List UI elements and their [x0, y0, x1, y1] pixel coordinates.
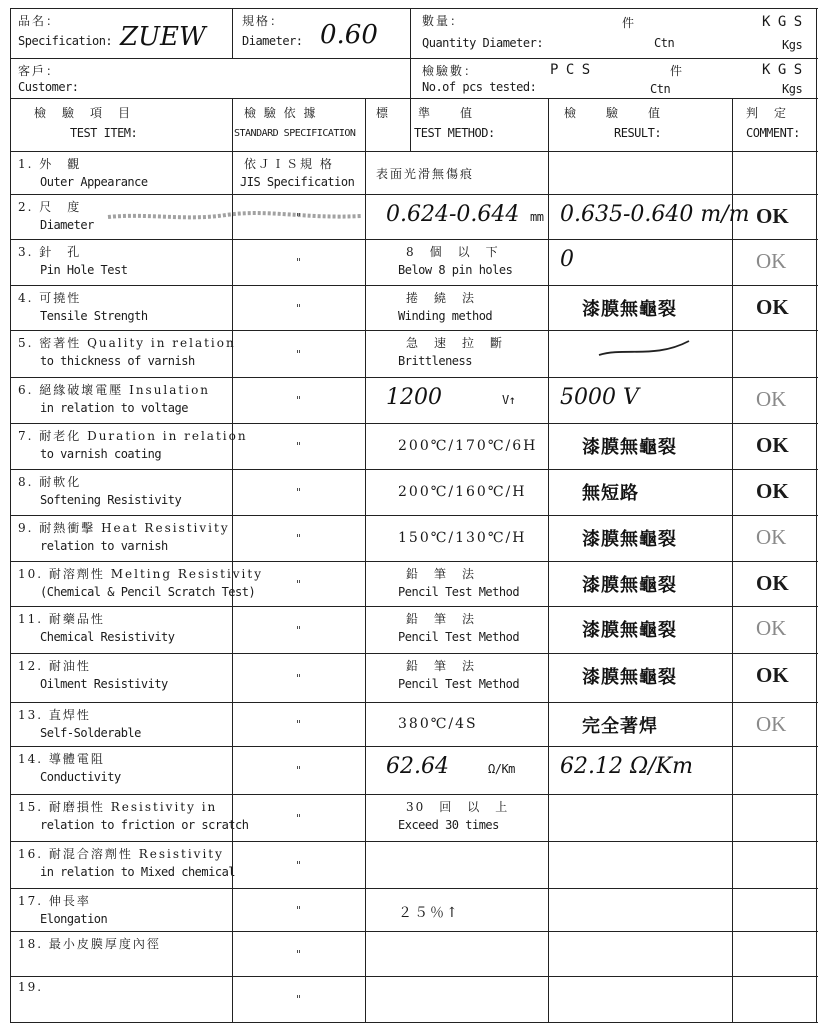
- row-standard-zh: 依ＪＩＳ規 格: [244, 157, 334, 171]
- diameter-label-zh: 規格：: [242, 14, 285, 28]
- row-method-en: Exceed 30 times: [398, 818, 499, 832]
- row-method-en: Pencil Test Method: [398, 677, 520, 691]
- row-item-zh: 13. 直焊性: [18, 708, 91, 722]
- row-standard-ditto: ": [296, 947, 302, 961]
- row-method-value: 0.624-0.644: [386, 202, 520, 227]
- unit-ctn: Ctn: [654, 36, 675, 50]
- row-result-value: 無短路: [582, 483, 639, 504]
- row-result-value: 62.12 Ω/Km: [560, 754, 693, 779]
- col-method-en: TEST METHOD:: [414, 126, 495, 140]
- row-method-zh: 鉛 筆 法: [406, 612, 477, 626]
- row-item-en: (Chemical & Pencil Scratch Test): [40, 585, 256, 599]
- row-method-value: 1200: [386, 385, 442, 410]
- unit-kgs: Kgs: [782, 38, 803, 52]
- unit-kgs-upper: K G S: [762, 14, 802, 30]
- col-method-zh: 標 準 值: [376, 106, 475, 120]
- col-standard-en: STANDARD SPECIFICATION: [234, 128, 356, 139]
- row-comment-ok: OK: [756, 525, 787, 549]
- row-item-zh: 11. 耐藥品性: [18, 612, 105, 626]
- row-item-zh: 3. 針 孔: [18, 245, 82, 259]
- row-method-text: 150℃/130℃/H: [398, 530, 527, 546]
- row-comment-ok: OK: [756, 295, 789, 319]
- row-standard-ditto: ": [296, 993, 302, 1006]
- row-item-zh: 10. 耐溶劑性 Melting Resistivity: [18, 567, 263, 581]
- row-result-value: 0: [560, 247, 574, 272]
- row-standard-ditto: ": [296, 440, 302, 453]
- row-item-en: relation to varnish: [40, 539, 168, 553]
- row-standard-en: JIS Specification: [240, 175, 355, 189]
- row-item-zh: 6. 絕緣破壞電壓 Insulation: [18, 383, 211, 397]
- row-standard-ditto: ": [296, 486, 302, 499]
- row-method-en: Winding method: [398, 309, 493, 323]
- row-item-en: Outer Appearance: [40, 175, 148, 189]
- col-result-zh: 檢 驗 值: [564, 106, 663, 120]
- row-method-text: 表面光滑無傷痕: [376, 166, 475, 181]
- row-item-en: Elongation: [40, 912, 108, 926]
- row-method-value: 62.64: [386, 754, 449, 779]
- row-item-en: Chemical Resistivity: [40, 630, 175, 644]
- specification-value: ZUEW: [120, 22, 206, 52]
- row-method-en: Brittleness: [398, 354, 472, 368]
- row-comment-ok: OK: [756, 387, 787, 411]
- row-standard-ditto: ": [296, 532, 302, 545]
- row-item-zh: 8. 耐軟化: [18, 475, 82, 489]
- quantity-label-zh: 數量：: [422, 14, 465, 28]
- row-standard-ditto: ": [296, 764, 302, 777]
- row-result-value: 漆膜無龜裂: [582, 620, 677, 641]
- row-standard-ditto: ": [296, 671, 302, 685]
- row-standard-ditto: ": [296, 394, 302, 407]
- row-comment-ok: OK: [756, 571, 789, 595]
- diameter-value: 0.60: [320, 20, 378, 50]
- row-item-en: Pin Hole Test: [40, 263, 128, 277]
- row-standard-ditto: ": [296, 256, 302, 269]
- row-comment-ok: OK: [756, 249, 787, 273]
- row-comment-ok: OK: [756, 616, 787, 640]
- quantity-label: Quantity Diameter:: [422, 36, 544, 50]
- unit-kgs-upper-2: K G S: [762, 62, 802, 78]
- col-item-zh: 檢 驗 項 目: [34, 106, 133, 120]
- scribble-mark: [106, 203, 366, 233]
- row-method-zh: 鉛 筆 法: [406, 567, 477, 581]
- col-comment-en: COMMENT:: [746, 126, 800, 140]
- row-item-zh: 1. 外 觀: [18, 157, 82, 171]
- specification-label: Specification:: [18, 34, 113, 48]
- row-method-text: 380℃/4S: [398, 716, 478, 732]
- row-item-en: Tensile Strength: [40, 309, 148, 323]
- row-standard-ditto: ": [296, 623, 302, 637]
- row-standard-ditto: ": [296, 903, 302, 917]
- row-item-en: Softening Resistivity: [40, 493, 182, 507]
- row-item-zh: 19.: [18, 980, 44, 994]
- col-comment-zh: 判 定: [746, 106, 789, 120]
- row-item-en: Self-Solderable: [40, 726, 141, 740]
- row-standard-ditto: ": [296, 577, 302, 591]
- row-standard-ditto: ": [296, 718, 302, 731]
- row-standard-ditto: ": [296, 301, 302, 315]
- row-item-en: relation to friction or scratch: [40, 818, 249, 832]
- row-result-value: 漆膜無龜裂: [582, 667, 677, 688]
- diameter-label: Diameter:: [242, 34, 303, 48]
- row-item-zh: 15. 耐磨損性 Resistivity in: [18, 800, 218, 814]
- row-comment-ok: OK: [756, 663, 789, 687]
- row-item-zh: 7. 耐老化 Duration in relation: [18, 429, 248, 443]
- col-standard-zh: 檢 驗 依 據: [244, 106, 318, 120]
- row-method-unit: Ω/Km: [488, 762, 515, 776]
- row-item-zh: 16. 耐混合溶劑性 Resistivity: [18, 847, 224, 861]
- row-comment-ok: OK: [756, 204, 789, 228]
- customer-label: Customer:: [18, 80, 79, 94]
- row-result-value: 0.635-0.640 m/m: [560, 202, 750, 227]
- row-result-value: 漆膜無龜裂: [582, 529, 677, 550]
- row-item-en: in relation to Mixed chemical: [40, 865, 236, 879]
- tested-label-zh: 檢驗數：: [422, 64, 479, 78]
- row-method-text: ２５％↑: [398, 904, 460, 921]
- product-name-label-zh: 品名：: [18, 14, 61, 28]
- row-method-zh: 捲 繞 法: [406, 291, 477, 305]
- row-item-zh: 14. 導體電阻: [18, 752, 105, 766]
- scribble-line: [595, 333, 695, 363]
- row-item-zh: 9. 耐熱衝擊 Heat Resistivity: [18, 521, 230, 535]
- unit-kgs-2: Kgs: [782, 82, 803, 96]
- row-result-value: 漆膜無龜裂: [582, 437, 677, 458]
- row-standard-ditto: ": [296, 811, 302, 825]
- row-item-en: Diameter: [40, 218, 94, 232]
- row-item-en: in relation to voltage: [40, 401, 188, 415]
- row-method-en: Below 8 pin holes: [398, 263, 513, 277]
- row-method-en: Pencil Test Method: [398, 585, 520, 599]
- unit-pcs: P C S: [550, 62, 590, 78]
- row-item-en: Conductivity: [40, 770, 121, 784]
- row-method-unit: V↑: [502, 393, 516, 407]
- row-standard-ditto: ": [296, 347, 302, 361]
- tested-label: No.of pcs tested:: [422, 80, 537, 94]
- row-standard-ditto: ": [296, 210, 302, 224]
- row-item-en: to thickness of varnish: [40, 354, 195, 368]
- row-comment-ok: OK: [756, 712, 787, 736]
- row-method-zh: 鉛 筆 法: [406, 659, 477, 673]
- row-result-value: 完全著焊: [582, 716, 658, 737]
- unit-piece-zh-2: 件: [670, 64, 685, 78]
- row-comment-ok: OK: [756, 433, 789, 457]
- unit-ctn-2: Ctn: [650, 82, 671, 96]
- row-method-unit: mm: [530, 210, 544, 224]
- row-standard-ditto: ": [296, 858, 302, 872]
- unit-piece-zh: 件: [622, 16, 637, 30]
- row-item-en: Oilment Resistivity: [40, 677, 168, 691]
- inspection-report: [10, 8, 818, 1024]
- row-result-value: 漆膜無龜裂: [582, 299, 677, 320]
- row-method-zh: 8 個 以 下: [406, 245, 500, 259]
- col-result-en: RESULT:: [614, 126, 662, 140]
- row-method-text: 200℃/160℃/H: [398, 484, 527, 500]
- row-item-zh: 12. 耐油性: [18, 659, 91, 673]
- row-method-text: 200℃/170℃/6H: [398, 438, 538, 454]
- customer-label-zh: 客戶：: [18, 64, 61, 78]
- row-item-zh: 5. 密著性 Quality in relation: [18, 336, 236, 350]
- row-item-zh: 18. 最小皮膜厚度內徑: [18, 937, 161, 951]
- row-result-value: 5000 V: [560, 385, 639, 410]
- row-item-zh: 17. 伸長率: [18, 894, 91, 908]
- row-item-zh: 2. 尺 度: [18, 200, 82, 214]
- col-item-en: TEST ITEM:: [70, 126, 138, 140]
- row-item-en: to varnish coating: [40, 447, 162, 461]
- row-result-value: 漆膜無龜裂: [582, 575, 677, 596]
- row-method-zh: 30 回 以 上: [406, 800, 510, 814]
- row-comment-ok: OK: [756, 479, 789, 503]
- row-method-en: Pencil Test Method: [398, 630, 520, 644]
- row-item-zh: 4. 可撓性: [18, 291, 82, 305]
- row-method-zh: 急 速 拉 斷: [406, 336, 505, 350]
